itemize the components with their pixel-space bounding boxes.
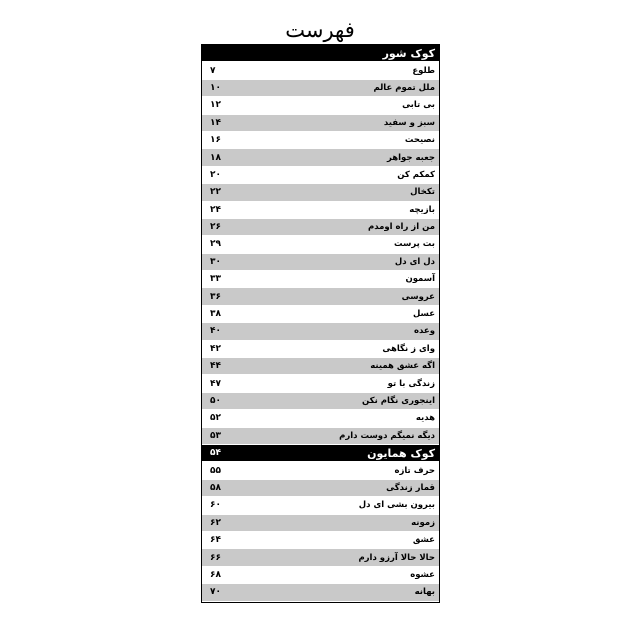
section-page-number: ۵۴ — [210, 448, 221, 459]
section-header — [202, 445, 439, 462]
entry-page-number: ۶۰ — [210, 500, 221, 511]
toc-entry — [202, 410, 439, 427]
toc-entry — [202, 62, 439, 79]
entry-title: قمار زندگی — [386, 482, 435, 493]
entry-page-number: ۳۶ — [210, 291, 221, 302]
entry-page-number: ۶۸ — [210, 569, 221, 580]
entry-page-number: ۵۰ — [210, 396, 221, 406]
entry-page-number: ۷۰ — [210, 587, 221, 598]
entry-page-number: ۲۴ — [210, 204, 221, 215]
toc-entry — [202, 202, 439, 219]
entry-page-number: ۲۰ — [210, 169, 221, 180]
toc-entry — [202, 341, 439, 358]
toc-entry — [202, 584, 439, 601]
toc-entry — [202, 549, 439, 566]
entry-title: تکخال — [410, 187, 435, 198]
entry-title: عشق — [412, 535, 435, 546]
entry-page-number: ۴۷ — [210, 378, 221, 389]
entry-page-number: ۱۴ — [210, 117, 221, 128]
entry-title: جعبه جواهر — [386, 152, 435, 163]
entry-title: سبز و سفید — [383, 117, 435, 128]
toc-entry — [202, 149, 439, 166]
toc-entry — [202, 375, 439, 392]
entry-title: اگه عشق همینه — [370, 361, 435, 372]
entry-title: وعده — [413, 326, 435, 337]
toc-entry — [202, 567, 439, 584]
toc-entry — [202, 80, 439, 97]
entry-title: حرف تازه — [394, 465, 435, 476]
entry-page-number: ۱۲ — [210, 100, 221, 111]
toc-entry — [202, 236, 439, 253]
entry-page-number: ۲۶ — [210, 222, 221, 233]
toc-entry — [202, 97, 439, 114]
toc-entry — [202, 515, 439, 532]
toc-entry — [202, 219, 439, 236]
entry-page-number: ۲۲ — [210, 187, 221, 198]
entry-page-number: ۶۶ — [210, 552, 221, 563]
entry-title: زندگی با تو — [387, 378, 435, 389]
entry-page-number: ۳۳ — [210, 274, 221, 285]
toc-entry — [202, 288, 439, 305]
entry-page-number: ۶۴ — [210, 535, 221, 546]
toc-entry — [202, 306, 439, 323]
toc-entry — [202, 497, 439, 514]
section-header — [202, 45, 439, 62]
toc-entry — [202, 254, 439, 271]
entry-page-number: ۲۹ — [210, 239, 221, 250]
entry-title: ملل تموم عالم — [373, 82, 435, 93]
toc-entry — [202, 115, 439, 132]
entry-page-number: ۴۰ — [210, 326, 221, 337]
toc-entry — [202, 480, 439, 497]
page-title: فهرست — [285, 18, 355, 42]
entry-title: من از راه اومدم — [367, 222, 435, 233]
entry-page-number: ۵۵ — [210, 465, 221, 476]
entry-title: نصیحت — [404, 135, 435, 146]
entry-page-number: ۷ — [210, 65, 216, 76]
entry-title: طلوع — [412, 65, 435, 76]
entry-title: وای ز نگاهی — [382, 343, 435, 354]
entry-page-number: ۴۴ — [210, 361, 221, 372]
toc-entry — [202, 184, 439, 201]
entry-title: حالا حالا آرزو دارم — [358, 552, 435, 563]
toc-entry — [202, 358, 439, 375]
entry-page-number: ۳۸ — [210, 309, 221, 320]
entry-title: کمکم کن — [397, 169, 435, 180]
entry-page-number: ۱۶ — [210, 135, 221, 146]
toc-table — [201, 44, 440, 603]
toc-entry — [202, 132, 439, 149]
entry-page-number: ۵۸ — [210, 482, 221, 493]
entry-title: عسل — [412, 309, 435, 320]
entry-title: بت پرست — [394, 239, 435, 250]
entry-page-number: ۴۲ — [210, 343, 221, 354]
toc-entry — [202, 428, 439, 445]
entry-page-number: ۱۰ — [210, 82, 221, 93]
entry-title: بازیچه — [409, 204, 435, 215]
entry-title: دل ای دل — [394, 256, 435, 267]
entry-title: عشوه — [410, 569, 435, 580]
section-title: کوک همایون — [367, 446, 435, 460]
toc-entry — [202, 271, 439, 288]
entry-title: زمونه — [411, 517, 435, 528]
entry-title: عروسی — [401, 291, 435, 302]
entry-page-number: ۶۲ — [210, 517, 221, 528]
entry-page-number: ۵۲ — [210, 413, 221, 424]
entry-page-number: ۳۰ — [210, 256, 221, 267]
toc-entry — [202, 323, 439, 340]
entry-title: هدیه — [415, 413, 435, 424]
toc-entry — [202, 393, 439, 410]
toc-entry — [202, 532, 439, 549]
entry-title: دیگه نمیگم دوست دارم — [339, 430, 435, 441]
entry-page-number: ۱۸ — [210, 152, 221, 163]
entry-title: اینجوری نگام نکن — [362, 396, 435, 406]
entry-title: بهانه — [414, 587, 435, 598]
toc-entry — [202, 167, 439, 184]
entry-page-number: ۵۳ — [210, 430, 221, 441]
toc-entry — [202, 462, 439, 479]
entry-title: بی تابی — [402, 100, 435, 111]
entry-title: بیرون بشی ای دل — [358, 500, 435, 511]
entry-title: آسمون — [405, 274, 435, 285]
section-title: کوک شور — [382, 46, 435, 60]
